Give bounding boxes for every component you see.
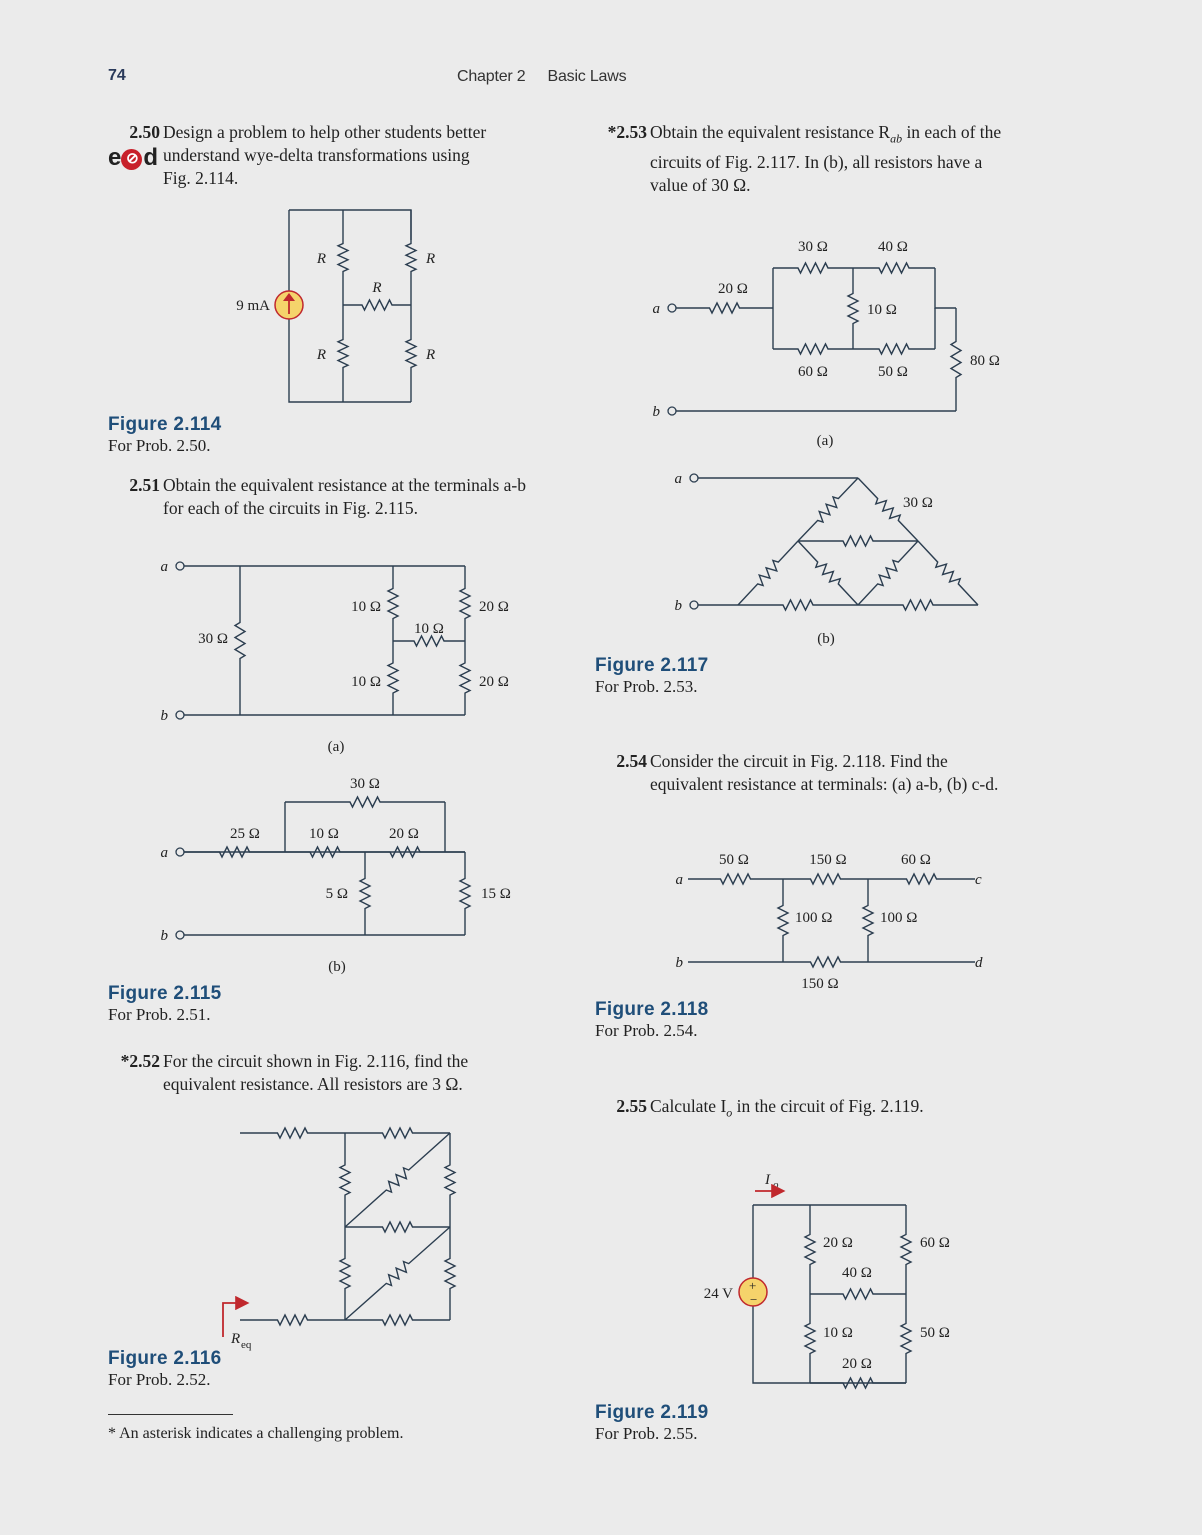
req-label: R xyxy=(231,1331,241,1347)
problem-line: Obtain the equivalent resistance at the terminals a-b xyxy=(163,475,526,495)
resistor-icon xyxy=(901,1294,911,1383)
resistor-icon xyxy=(951,308,961,411)
terminal-icon xyxy=(176,562,184,570)
figure-caption: For Prob. 2.53. xyxy=(595,677,698,696)
value-label: a xyxy=(674,471,682,487)
resistor-icon xyxy=(338,210,348,305)
problem-number: 2.50 xyxy=(129,122,160,142)
resistor-icon xyxy=(848,268,858,349)
value-label: b xyxy=(652,404,660,420)
resistor-icon xyxy=(798,536,918,546)
value-label: 60 Ω xyxy=(901,852,931,868)
figure-caption: For Prob. 2.50. xyxy=(108,436,211,455)
value-label: 60 Ω xyxy=(920,1235,950,1251)
value-label: 30 Ω xyxy=(350,776,380,792)
value-label: 40 Ω xyxy=(878,239,908,255)
resistor-icon xyxy=(445,1227,455,1320)
problem-line: Calculate $I_o$ in the circuit of Fig. 2.119. xyxy=(650,1096,924,1120)
value-label: R xyxy=(426,347,436,363)
resistor-icon xyxy=(235,566,245,715)
value-label: 20 Ω xyxy=(718,281,748,297)
value-label: c xyxy=(975,872,982,888)
resistor-icon xyxy=(345,1133,450,1227)
figure-label: Figure 2.119 xyxy=(595,1402,709,1423)
figure-caption: For Prob. 2.55. xyxy=(595,1424,698,1443)
figure-label: Figure 2.117 xyxy=(595,655,709,676)
resistor-icon xyxy=(445,1133,455,1227)
resistor-icon xyxy=(240,1128,345,1138)
figure-label: Figure 2.118 xyxy=(595,999,709,1020)
resistor-icon xyxy=(798,478,858,541)
value-label: (b) xyxy=(328,959,346,975)
design-problem-logo: e ⊘ d xyxy=(108,144,158,171)
problem-line: Fig. 2.114. xyxy=(163,168,239,188)
terminal-icon xyxy=(668,407,676,415)
value-label: 150 Ω xyxy=(801,976,839,992)
value-label: 30 Ω xyxy=(903,495,933,511)
terminal-icon xyxy=(176,848,184,856)
resistor-icon xyxy=(460,852,470,935)
resistor-icon xyxy=(783,874,868,884)
value-label: 100 Ω xyxy=(795,910,833,926)
wire xyxy=(289,319,411,402)
problem-number: 2.55 xyxy=(616,1096,647,1116)
resistor-icon xyxy=(863,879,873,962)
resistor-icon xyxy=(345,1315,450,1325)
value-label: 20 Ω xyxy=(479,599,509,615)
resistor-icon xyxy=(340,1133,350,1227)
problem-number: 2.54 xyxy=(616,751,647,771)
value-label: a xyxy=(675,872,683,888)
current-source-icon xyxy=(275,291,303,319)
value-label: 50 Ω xyxy=(920,1325,950,1341)
svg-text:−: − xyxy=(750,1292,758,1307)
value-label: 15 Ω xyxy=(481,886,511,902)
chapter-title: Basic Laws xyxy=(547,68,627,85)
figure-caption: For Prob. 2.54. xyxy=(595,1021,698,1040)
resistor-icon xyxy=(388,641,398,715)
value-label: (b) xyxy=(817,631,835,647)
resistor-icon xyxy=(345,1222,450,1232)
resistor-icon xyxy=(340,1227,350,1320)
footnote: * An asterisk indicates a challenging problem. xyxy=(108,1425,404,1442)
wire xyxy=(289,210,411,240)
resistor-icon xyxy=(738,541,798,605)
value-label: b xyxy=(675,955,683,971)
value-label: R xyxy=(316,347,326,363)
resistor-icon xyxy=(738,600,858,610)
resistor-icon xyxy=(810,1378,906,1388)
resistor-icon xyxy=(778,879,788,962)
problem-line: For the circuit shown in Fig. 2.116, find the xyxy=(163,1051,469,1071)
value-label: R xyxy=(316,251,326,267)
value-label: 25 Ω xyxy=(230,826,260,842)
resistor-icon xyxy=(406,305,416,402)
value-label: 9 mA xyxy=(236,298,270,314)
value-label: (a) xyxy=(816,433,834,449)
resistor-icon xyxy=(240,1315,345,1325)
circuit-labels xyxy=(161,239,1000,1372)
resistor-icon xyxy=(388,566,398,641)
problem-line: equivalent resistance at terminals: (a) a-b, (b) c-d. xyxy=(650,774,999,794)
resistor-icon xyxy=(345,1227,450,1320)
value-label: R xyxy=(426,251,436,267)
resistor-icon xyxy=(676,303,773,313)
resistor-icon xyxy=(805,1205,815,1294)
problem-line: Design a problem to help other students better xyxy=(163,122,487,142)
problem-line: Obtain the equivalent resistance $R_{ab}$ in each of the xyxy=(650,122,1002,146)
problem-line: circuits of Fig. 2.117. In (b), all resistors have a xyxy=(650,151,983,172)
value-label: 20 Ω xyxy=(823,1235,853,1251)
resistors xyxy=(184,210,978,1388)
value-label: 24 V xyxy=(703,1286,733,1302)
resistor-icon xyxy=(918,541,978,605)
wire xyxy=(753,1306,906,1383)
io-subscript: o xyxy=(773,1179,779,1191)
resistor-icon xyxy=(901,1205,911,1294)
resistor-icon xyxy=(365,847,445,857)
value-label: 20 Ω xyxy=(479,674,509,690)
resistor-icon xyxy=(798,541,858,605)
problem-line: Consider the circuit in Fig. 2.118. Find the xyxy=(650,751,948,771)
resistor-icon xyxy=(393,636,465,646)
resistor-icon xyxy=(858,541,918,605)
value-label: (a) xyxy=(327,739,345,755)
resistor-icon xyxy=(858,600,978,610)
figure-caption: For Prob. 2.51. xyxy=(108,1005,211,1024)
value-label: b xyxy=(160,708,168,724)
terminal-icon xyxy=(176,931,184,939)
resistor-icon xyxy=(345,1128,450,1138)
resistor-icon xyxy=(783,957,868,967)
resistor-icon xyxy=(406,210,416,305)
value-label: R xyxy=(372,280,382,296)
value-label: 10 Ω xyxy=(309,826,339,842)
terminal-icon xyxy=(690,601,698,609)
resistor-icon xyxy=(285,797,445,807)
value-label: 40 Ω xyxy=(842,1265,872,1281)
value-label: 150 Ω xyxy=(809,852,847,868)
terminal-icon xyxy=(176,711,184,719)
figure-caption: For Prob. 2.52. xyxy=(108,1370,211,1389)
terminal-icon xyxy=(668,304,676,312)
circuit-wires xyxy=(184,210,975,1383)
value-label: 30 Ω xyxy=(798,239,828,255)
resistor-icon xyxy=(773,263,853,273)
io-label: I xyxy=(765,1172,770,1188)
resistor-icon xyxy=(853,263,935,273)
problem-number: *2.53 xyxy=(607,122,647,142)
terminal-icon xyxy=(690,474,698,482)
value-label: 80 Ω xyxy=(970,353,1000,369)
resistor-icon xyxy=(460,641,470,715)
value-label: 20 Ω xyxy=(842,1356,872,1372)
resistor-icon xyxy=(853,344,935,354)
value-label: 30 Ω xyxy=(198,631,228,647)
resistor-icon xyxy=(285,847,365,857)
figure-label: Figure 2.116 xyxy=(108,1348,222,1369)
value-label: 100 Ω xyxy=(880,910,918,926)
value-label: b xyxy=(674,598,682,614)
resistor-icon xyxy=(360,852,370,935)
value-label: a xyxy=(652,301,660,317)
value-label: 10 Ω xyxy=(351,674,381,690)
value-label: b xyxy=(160,928,168,944)
value-label: 50 Ω xyxy=(719,852,749,868)
resistor-icon xyxy=(868,874,975,884)
value-label: 20 Ω xyxy=(389,826,419,842)
value-label: 10 Ω xyxy=(351,599,381,615)
resistor-icon xyxy=(810,1289,906,1299)
value-label: 60 Ω xyxy=(798,364,828,380)
value-label: a xyxy=(160,559,168,575)
problem-line: for each of the circuits in Fig. 2.115. xyxy=(163,498,418,518)
figure-label: Figure 2.114 xyxy=(108,414,222,435)
chapter-label: Chapter 2 xyxy=(457,68,526,85)
problem-number: 2.51 xyxy=(129,475,160,495)
problem-line: equivalent resistance. All resistors are 3 Ω. xyxy=(163,1074,463,1094)
resistor-icon xyxy=(343,300,411,310)
value-label: 5 Ω xyxy=(325,886,348,902)
problem-number: *2.52 xyxy=(120,1051,160,1071)
value-label: 10 Ω xyxy=(867,302,897,318)
svg-text:+: + xyxy=(749,1278,757,1293)
value-label: a xyxy=(160,845,168,861)
value-label: 50 Ω xyxy=(878,364,908,380)
resistor-icon xyxy=(184,847,285,857)
figure-label: Figure 2.115 xyxy=(108,983,222,1004)
problem-line: understand wye-delta transformations using xyxy=(163,145,470,165)
resistor-icon xyxy=(688,874,783,884)
voltage-source-icon xyxy=(739,1278,767,1307)
value-label: 10 Ω xyxy=(414,621,444,637)
wire xyxy=(935,268,956,308)
problem-line: value of 30 Ω. xyxy=(650,174,751,195)
page-number: 74 xyxy=(108,67,126,84)
resistor-icon xyxy=(338,305,348,402)
resistor-icon xyxy=(460,566,470,641)
resistor-icon xyxy=(773,344,853,354)
value-label: 10 Ω xyxy=(823,1325,853,1341)
req-subscript: eq xyxy=(241,1339,252,1351)
value-label: d xyxy=(975,955,983,971)
resistor-icon xyxy=(805,1294,815,1383)
